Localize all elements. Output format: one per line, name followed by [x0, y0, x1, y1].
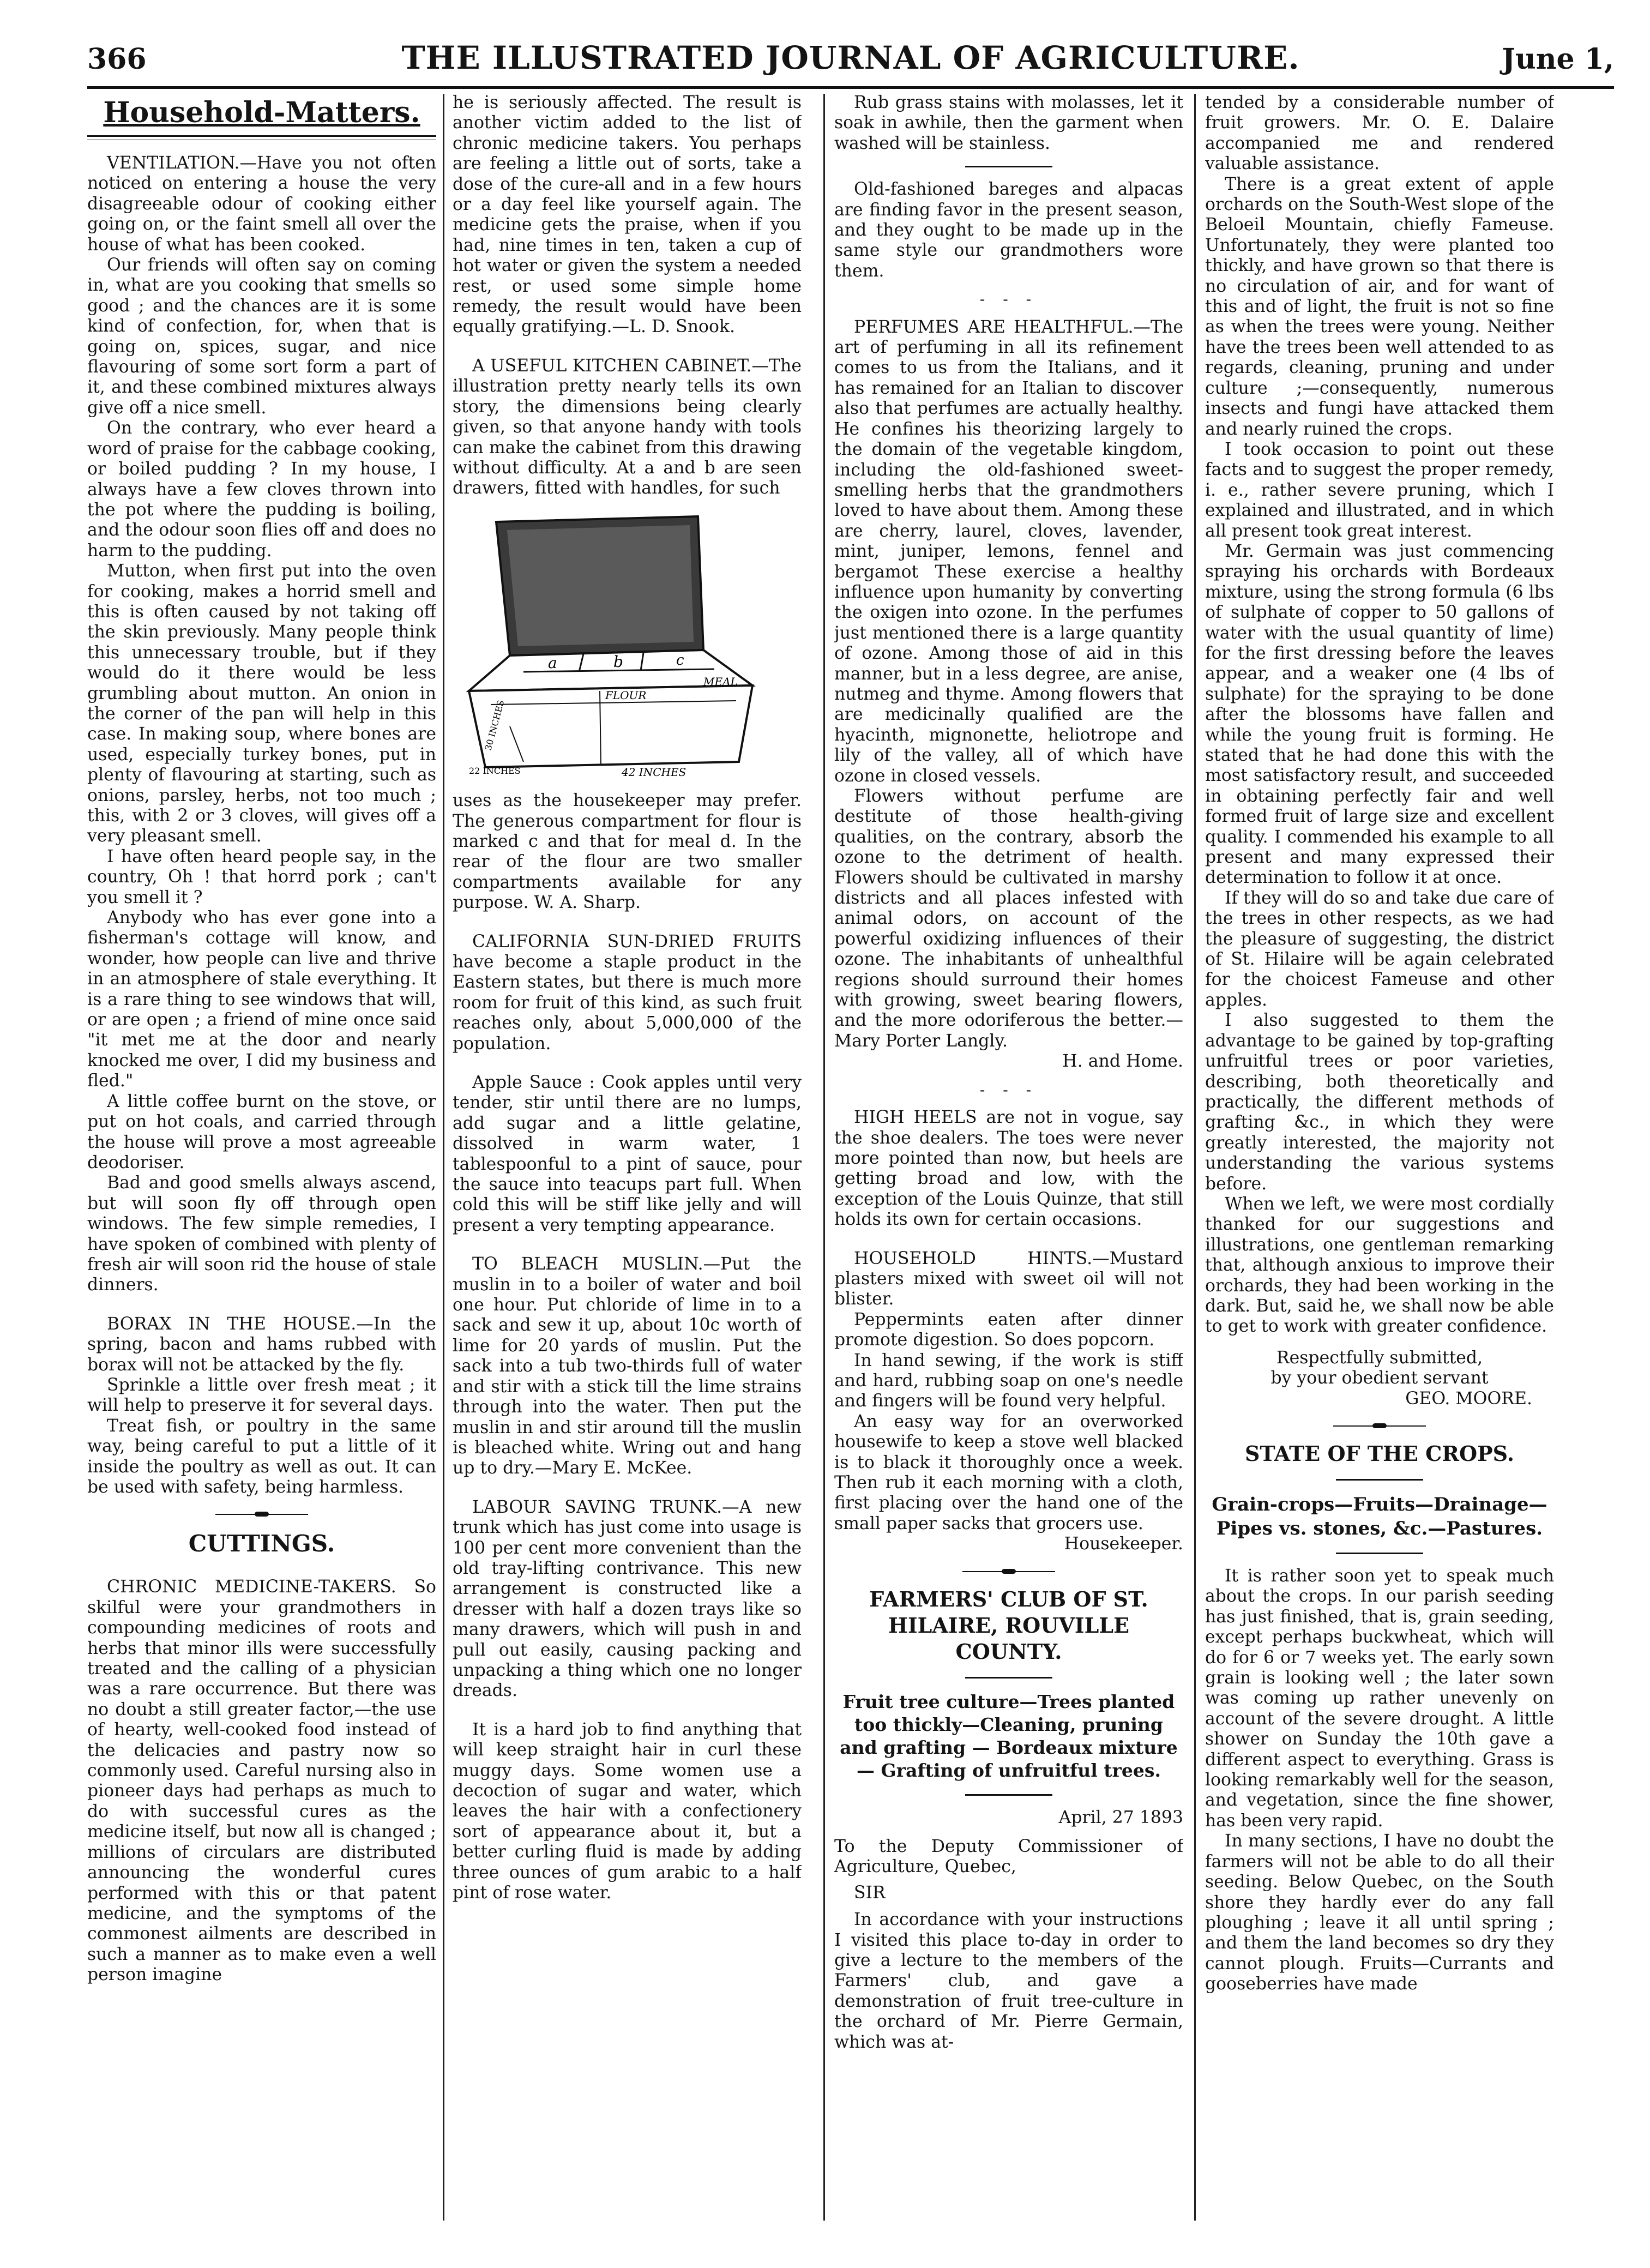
kitchen-cabinet-illustration — [458, 506, 785, 778]
paragraph: In many sections, I have no doubt the farmers will not be able to do all their seeding. Below Quebec, on the South shore they hardly ever do any fall ploughing ; leave it all until spring ; and them the land becomes so dry they cannot plough. Fruits—Currants and gooseberries have made — [1205, 1831, 1554, 1994]
paragraph: Mutton, when first put into the oven for cooking, makes a horrid smell and this is often caused by not taking off the skin previously. Many people think this unnecessary trouble, but if they would do it there would be less grumbling about mutton. An onion in the corner of the pan will help in this case. In making soup, where bones are used, especially turkey bones, put in plenty of flavouring at starting, such as onions, parsley, herbs, not too much ; this, with 2 or 3 cloves, will gives off a very pleasant smell. — [87, 561, 436, 846]
paragraph: Mr. Germain was just commencing spraying his orchards with Bordeaux mixture, using the strong formula (6 lbs of sulphate of copper to 50 gallons of water with the usual quantity of lime) for the first dressing before the leaves appear, and a weaker one (4 lbs of sulphate) for the spraying to be done after the blossoms have fallen and while the young fruit is forming. He stated that he had done this with the most satisfactory result, and succeeded in obtaining perfectly fair and well formed fruit of large size and excellent quality. I commended his example to all present and many expressed their determination to follow it at once. — [1205, 541, 1554, 888]
label-flour: FLOUR — [605, 688, 647, 702]
label-42-inches: 42 INCHES — [622, 765, 687, 778]
article-household-hints: HOUSEHOLD HINTS.—Mustard plasters mixed with sweet oil will not blister. — [834, 1248, 1183, 1309]
section-heading-cuttings: CUTTINGS. — [188, 1530, 335, 1557]
label-b: b — [613, 652, 623, 671]
article-bareges: Old-fashioned bareges and alpacas are finding favor in the present season, and they ought to be made up in the same style our grandmothers wore them. — [834, 179, 1183, 281]
signature-line: by your obedient servant — [1270, 1368, 1489, 1388]
issue-date: June 1, — [1502, 43, 1614, 76]
letter-address: To the Deputy Commissioner of Agriculture, Quebec, — [834, 1837, 1183, 1877]
paragraph: An easy way for an overworked housewife to keep a stove well blacked is to black it thoroughly once a week. Then rub it each morning with a cloth, first placing over the hand one of the small paper sacks that grocers use. — [834, 1411, 1183, 1533]
article-borax: BORAX IN THE HOUSE.—In the spring, bacon and hams rubbed with borax will not be attacked by the fly. — [87, 1314, 436, 1375]
paragraph: Anybody who has ever gone into a fisherman's cottage will know, and wonder, how people can live and thrive in an atmosphere of stale everything. It is a rare thing to see windows that will, or are open ; a friend of mine once said "it met me at the door and nearly knocked me over, I did my business and fled." — [87, 908, 436, 1091]
crops-subheading: Grain-crops—Fruits—Drainage—Pipes vs. stones, &c.—Pastures. — [1212, 1494, 1547, 1539]
short-rule — [965, 166, 1052, 167]
label-22-inches: 22 INCHES — [469, 765, 521, 776]
dash-separator: - - - — [979, 1080, 1038, 1099]
article-bleach-muslin: TO BLEACH MUSLIN.—Put the muslin in to a boiler of water and boil one hour. Put chloride of lime in to a sack and sew it up, about 10c worth of lime for 20 yards of muslin. Put the sack into a tub two-thirds full of water and stir with a stick till the lime strains through into the water. Then put the muslin in and stir around till the muslin is bleached white. Wring out and hang up to dry.—Mary E. McKee. — [453, 1254, 802, 1478]
article-ventilation: VENTILATION.—Have you not often noticed on entering a house the very disagreeable odour of cooking either going on, or the faint smell all over the house of what has been cooked. — [87, 153, 436, 255]
paragraph: tended by a considerable number of fruit growers. Mr. O. E. Dalaire accompanied me and rendered valuable assistance. — [1205, 93, 1554, 174]
label-30-inches: 30 INCHES — [483, 699, 507, 751]
article-apple-sauce: Apple Sauce : Cook apples until very tender, stir until there are no lumps, add sugar and a little gelatine, dissolved in warm water, 1 tablespoonful to a pint of sauce, pour the sauce into teacups part full. When cold this will be stiff like jelly and will present a very tempting appearance. — [453, 1073, 802, 1235]
article-curling-fluid: It is a hard job to find anything that will keep straight hair in curl these muggy days. Some women use a decoction of sugar and water, which leaves the hair with a confectionery sort of appearance about it, but a better curling fluid is made by adding three ounces of gum arabic to a half pint of rose water. — [453, 1719, 802, 1903]
short-rule — [965, 1794, 1052, 1796]
short-rule — [1336, 1553, 1423, 1554]
short-rule — [1336, 1479, 1423, 1481]
paragraph: It is rather soon yet to speak much about the crops. In our parish seeding has just finished, that is, grain seeding, except perhaps buckwheat, which will do for 6 or 7 weeks yet. The early sown grain is looking well ; the later sown was coming up rather unevenly on account of the severe drought. A little shower on Sunday the 10th gave a different aspect to everything. Grass is looking remarkably well for the season, and vegetation, since the fine shower, has been very rapid. — [1205, 1566, 1554, 1831]
header-rule — [87, 86, 1614, 89]
article-grass-stains: Rub grass stains with molasses, let it soak in awhile, then the garment when washed will be stainless. — [834, 93, 1183, 153]
paragraph: A little coffee burnt on the stove, or put on hot coals, and carried through the house will prove a most agreeable deodoriser. — [87, 1091, 436, 1172]
source-credit: H. and Home. — [1062, 1051, 1183, 1072]
farmers-club-subheading: Fruit tree culture—Trees planted too thickly—Cleaning, pruning and grafting — Bordeaux mixture — Grafting of unfruitful trees. — [840, 1691, 1178, 1781]
paragraph: Peppermints eaten after dinner promote digestion. So does popcorn. — [834, 1309, 1183, 1350]
double-rule — [87, 135, 436, 140]
paragraph: Our friends will often say on coming in, what are you cooking that smells so good ; and the chances are it is some kind of confection, for, when that is going on, spices, sugar, and nice flavouring of some sort form a part of it, and these combined mixtures always give off a nice smell. — [87, 255, 436, 418]
article-trunk: LABOUR SAVING TRUNK.—A new trunk which has just come into usage is 100 per cent more convenient than the old tray-lifting contrivance. This new arrangement is constructed like a dresser with half a dozen trays like so many drawers, which will push in and pull out easily, causing packing and unpacking a thing which one no longer dreads. — [453, 1497, 802, 1701]
signature-name: GEO. MOORE. — [1405, 1388, 1532, 1409]
paragraph: uses as the housekeeper may prefer. The generous compartment for flour is marked c and that for meal d. In the rear of the flour are two smaller compartments available for any purpose. W. A. Sharp. — [453, 791, 802, 913]
page-number: 366 — [87, 43, 147, 76]
ornamental-divider — [1333, 1425, 1426, 1427]
article-chronic-medicine-takers: CHRONIC MEDICINE-TAKERS. So skilful were your grandmothers in compounding medicines of roots and herbs that minor ills were successfully treated and the calling of a physician was a rare occurrence. But there was no doubt a still greater factor,—the use of hearty, well-cooked food instead of the delicacies and pastry now so commonly used. Careful nursing also in pioneer days had perhaps as much to do with successful cures as the medicine itself, but now all is changed ; millions of circulars are distributed announcing the wonderful cures performed with this or that patent medicine, and the symptoms of the commonest ailments are described in such a manner as to make even a well person imagine — [87, 1577, 436, 1985]
article-kitchen-cabinet: A USEFUL KITCHEN CABINET.—The illustration pretty nearly tells its own story, the dimensions being clearly given, so that anyone handy with tools can make the cabinet from this drawing without difficulty. At a and b are seen drawers, fitted with handles, for such — [453, 356, 802, 498]
journal-title: THE ILLUSTRATED JOURNAL OF AGRICULTURE. — [401, 39, 1300, 76]
paragraph: If they will do so and take due care of the trees in other respects, as we had the pleasure of suggesting, the district of St. Hilaire will be again celebrated for the choicest Fameuse and other apples. — [1205, 888, 1554, 1010]
paragraph: I took occasion to point out these facts and to suggest the proper remedy, i. e., rather severe pruning, which I explained and illustrated, and in which all present took great interest. — [1205, 439, 1554, 541]
ornamental-divider — [962, 1571, 1055, 1572]
label-a: a — [548, 653, 557, 672]
letter-date: April, 27 1893 — [1058, 1807, 1183, 1827]
paragraph: Treat fish, or poultry in the same way, being careful to put a little of it inside the poultry as well as out. It can be used with safety, being harmless. — [87, 1416, 436, 1497]
paragraph: I have often heard people say, in the country, Oh ! that horrd pork ; can't you smell it ? — [87, 846, 436, 907]
ornamental-divider — [215, 1514, 308, 1515]
section-heading-state-of-crops: STATE OF THE CROPS. — [1244, 1441, 1515, 1466]
paragraph: Bad and good smells always ascend, but will soon fly off through open windows. The few simple remedies, I have spoken of combined with plenty of fresh air will soon rid the house of stale dinners. — [87, 1173, 436, 1295]
article-california-fruits: CALIFORNIA SUN-DRIED FRUITS have become a staple product in the Eastern states, but there is much more room for fruit of this kind, as such fruit reaches only, about 5,000,000 of the population. — [453, 931, 802, 1054]
dash-separator: - - - — [979, 290, 1038, 309]
paragraph: Sprinkle a little over fresh meat ; it will help to preserve it for several days. — [87, 1375, 436, 1416]
label-meal: MEAL — [703, 675, 738, 688]
column-4 — [1205, 93, 1554, 2225]
paragraph: In hand sewing, if the work is stiff and hard, rubbing soap on one's needle and fingers will be found very helpful. — [834, 1350, 1183, 1411]
column-3 — [834, 93, 1183, 2225]
column-2 — [453, 93, 802, 2225]
column-1 — [87, 93, 436, 2225]
article-high-heels: HIGH HEELS are not in vogue, say the shoe dealers. The toes were never more pointed than now, but heels are getting broad and low, with the exception of the Louis Quinze, that still holds its own for certain occasions. — [834, 1108, 1183, 1230]
paragraph: I also suggested to them the advantage to be gained by top-grafting unfruitful trees or poor varieties, describing, both theoretically and practically, the different methods of grafting &c., in which they were greatly interested, the majority not understanding the various systems before. — [1205, 1010, 1554, 1194]
source-credit: Housekeeper. — [1064, 1534, 1183, 1554]
running-header — [87, 39, 1614, 88]
column-divider — [443, 94, 444, 2221]
paragraph: On the contrary, who ever heard a word of praise for the cabbage cooking, or boiled pudding ? In my house, I always have a few cloves thrown into the pot where the pudding is boiling, and the odour soon flies off and does no harm to the pudding. — [87, 418, 436, 561]
paragraph: When we left, we were most cordially thanked for our suggestions and illustrations, one gentleman remarking that, although anxious to improve their orchards, they had been working in the dark. But, said he, we shall now be able to get to work with greater confidence. — [1205, 1194, 1554, 1337]
paragraph: There is a great extent of apple orchards on the South-West slope of the Beloeil Mountain, chiefly Fameuse. Unfortunately, they were planted too thickly, and have grown so that there is no circulation of air, and for want of this and of light, the fruit is not so fine as when the trees were young. Neither have the trees been well attended to as regards, cleaning, pruning and under culture ;—consequently, numerous insects and fungi have attacked them and nearly ruined the crops. — [1205, 174, 1554, 439]
column-divider — [823, 94, 825, 2221]
letter-salutation: SIR — [854, 1882, 886, 1903]
column-divider — [1194, 94, 1196, 2221]
signature-line: Respectfully submitted, — [1276, 1347, 1483, 1368]
label-c: c — [676, 652, 684, 669]
paragraph: In accordance with your instructions I visited this place to-day in order to give a lecture to the members of the Farmers' club, and gave a demonstration of fruit tree-culture in the orchard of Mr. Pierre Germain, which was at- — [834, 1910, 1183, 2052]
article-perfumes: PERFUMES ARE HEALTHFUL.—The art of perfuming in all its refinement comes to us from the Italians, and it has remained for an Italian to discover also that perfumes are actually healthy. He confines his theorizing largely to the domain of the vegetable kingdom, including the old-fashioned sweet-smelling herbs that the grandmothers loved to have about them. Among these are cherry, laurel, cloves, lavender, mint, juniper, lemons, fennel and bergamot These exercise a healthy influence upon humanity by converting the oxigen into ozone. In the perfumes just mentioned there is a large quantity of ozone. Among those of aid in this manner, but in a less degree, are anise, nutmeg and thyme. Among flowers that are medicinally qualified are the hyacinth, mignonette, heliotrope and lily of the valley, all of which have ozone in closed vessels. — [834, 317, 1183, 786]
section-heading-farmers-club: FARMERS' CLUB OF ST. HILAIRE, ROUVILLE COUNTY. — [869, 1586, 1148, 1664]
short-rule — [965, 1677, 1052, 1679]
paragraph: Flowers without perfume are destitute of those health-giving qualities, on the contrary, absorb the ozone to the detriment of health. Flowers should be cultivated in marshy districts and all places infested with animal odors, on account of the powerful oxidizing influences of their ozone. The inhabitants of unhealthful regions should surround their homes with growing, sweet bearing flowers, and the more odoriferous the better.—Mary Porter Langly. — [834, 786, 1183, 1051]
paragraph: he is seriously affected. The result is another victim added to the list of chronic medicine takers. You perhaps are feeling a little out of sorts, take a dose of the cure-all and in a few hours or a day feel like yourself again. The medicine gets the praise, when if you had, nine times in ten, taken a cup of hot water or given the system a needed rest, or used some simple home remedy, the result would have been equally gratifying.—L. D. Snook. — [453, 93, 802, 337]
section-heading-household: Household-Matters. — [103, 96, 420, 129]
